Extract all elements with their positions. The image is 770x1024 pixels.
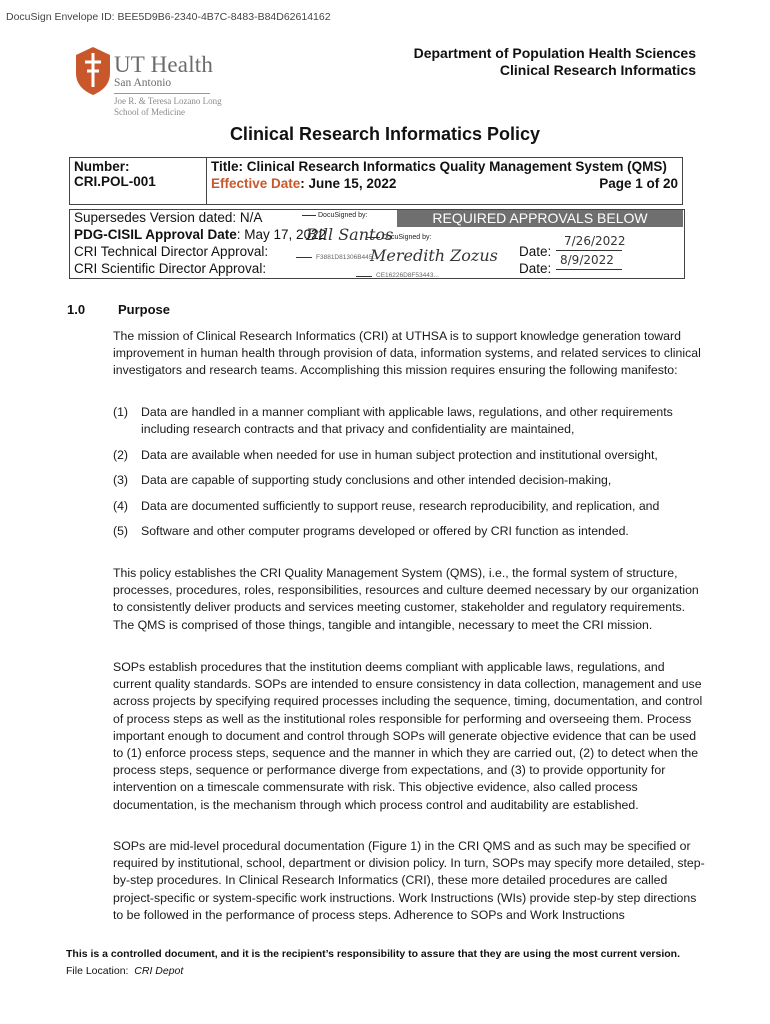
list-number: (3)	[113, 473, 129, 488]
pdg-approval-value: : May 17, 2022	[236, 227, 327, 242]
signature-bracket	[356, 276, 372, 277]
list-text: Data are handled in a manner compliant with applicable laws, regulations, and other requirements including research contracts and that privacy and confidentiality are maintained,	[141, 405, 673, 437]
department-heading	[414, 45, 696, 79]
logo-school: Joe R. & Teresa Lozano Long School of Medicine	[114, 96, 222, 117]
docusigned-by-label: DocuSigned by:	[318, 212, 368, 219]
technical-director-label: CRI Technical Director Approval:	[74, 244, 269, 259]
signature-scientific[interactable]: Meredith Zozus	[370, 246, 498, 265]
list-item	[113, 472, 705, 489]
list-number: (4)	[113, 498, 129, 513]
policy-header-table	[69, 157, 683, 205]
logo-brand: UT Health	[114, 52, 214, 77]
docusigned-by-label: DocuSigned by:	[382, 234, 432, 241]
file-location-value: CRI Depot	[134, 965, 184, 977]
pdg-approval-label: PDG-CISIL Approval Date	[74, 227, 237, 242]
section-number: 1.0	[67, 302, 86, 317]
date-label-scientific: Date:	[519, 261, 552, 276]
required-approvals-banner: REQUIRED APPROVALS BELOW	[397, 210, 683, 227]
list-item	[113, 404, 705, 438]
date-underline	[556, 250, 622, 251]
signature-date-technical: 7/26/2022	[564, 234, 626, 248]
list-item	[113, 498, 705, 515]
policy-title-cell	[207, 158, 683, 205]
supersedes-text: Supersedes Version dated: N/A	[74, 210, 263, 225]
docusign-envelope-id: DocuSign Envelope ID: BEE5D9B6-2340-4B7C-8483-B84D62614162	[6, 11, 331, 23]
file-location	[66, 965, 183, 977]
manifesto-list	[113, 404, 705, 549]
list-text: Data are capable of supporting study conclusions and other intended decision-making,	[141, 473, 612, 488]
list-text: Software and other computer programs developed or offered by CRI function as intended.	[141, 524, 629, 539]
signer-id-scientific: CE16226D8F53443...	[376, 272, 439, 279]
signer-id-technical: F3881D81306B445...	[316, 254, 378, 261]
list-text: Data are available when needed for use in human subject protection and institutional oversight,	[141, 447, 658, 462]
shield-icon	[76, 47, 110, 95]
logo-subtitle: San Antonio	[114, 77, 172, 89]
signature-bracket	[296, 257, 312, 258]
sop-levels-paragraph: SOPs are mid-level procedural documentation (Figure 1) in the CRI QMS and as such may be specified or required by institutional, school, department or division policy. In turn, SOPs may specify more detailed, step-by-step procedures. In Clinical Research Informatics (CRI), these more detailed procedures are called project-specific or system-specific work instructions. Work Instructions (WIs) provide step-by step directions to be followed in the performance of process steps. Adherence to SOPs and Work Instructions	[113, 839, 705, 922]
qms-paragraph: This policy establishes the CRI Quality Management System (QMS), i.e., the formal system of structure, processes, procedures, roles, responsibilities, resources and culture deemed necessary by our organization to consistently deliver products and services meeting customer, stakeholder and regulatory requirements. The QMS is comprised of those things, tangible and intangible, necessary to meet the CRI mission.	[113, 566, 699, 632]
file-location-label: File Location:	[66, 965, 129, 977]
signature-bracket	[366, 237, 380, 238]
policy-number-cell	[70, 158, 207, 205]
page-number: Page 1 of 20	[599, 176, 678, 191]
logo-divider	[114, 93, 210, 94]
policy-number-label: Number:	[74, 159, 130, 174]
list-number: (5)	[113, 524, 129, 539]
effective-date-label: Effective Date	[211, 176, 301, 191]
list-number: (2)	[113, 447, 129, 462]
date-label-technical: Date:	[519, 244, 552, 259]
effective-date-value: : June 15, 2022	[300, 176, 397, 191]
controlled-document-note: This is a controlled document, and it is the recipient’s responsibility to assure that they are using the most current version.	[66, 948, 680, 960]
list-number: (1)	[113, 405, 129, 419]
policy-title-text: Title: Clinical Research Informatics Quality Management System (QMS)	[211, 159, 667, 174]
list-item	[113, 523, 705, 540]
date-underline	[556, 269, 622, 270]
list-text: Data are documented sufficiently to support reuse, research reproducibility, and replication, and	[141, 498, 660, 513]
signature-date-scientific: 8/9/2022	[560, 253, 614, 267]
policy-number-value: CRI.POL-001	[74, 174, 156, 189]
department-name: Department of Population Health Sciences	[413, 45, 696, 61]
policy-title: Clinical Research Informatics Policy	[229, 124, 541, 144]
approvals-block	[69, 209, 685, 279]
scientific-director-label: CRI Scientific Director Approval:	[74, 261, 267, 276]
list-item	[113, 447, 705, 464]
ut-health-logo	[74, 44, 224, 119]
purpose-intro: The mission of Clinical Research Informatics (CRI) at UTHSA is to support knowledge generation toward improvement in human health through provision of data, information systems, and related services to clinical investigators and research teams. Accomplishing this mission requires ensuring the following manifesto:	[113, 329, 701, 378]
signature-technical[interactable]: Bill Santos	[306, 225, 394, 244]
section-title: Purpose	[118, 302, 171, 317]
pdg-approval	[74, 227, 326, 242]
division-name: Clinical Research Informatics	[499, 62, 696, 78]
signature-bracket	[302, 215, 316, 216]
sop-paragraph: SOPs establish procedures that the institution deems compliant with applicable laws, regulations, and current quality standards. SOPs are intended to ensure consistency in data collection, management and use across projects by specifying required processes including the sequence, timing, documentation, and control of process steps as well as the institutional roles responsible for performing and overseeing them. Process important enough to document and control through SOPs will generate objective evidence that can be used to (1) enforce process steps, sequence and the manner in which they are carried out, (2) to detect when the process steps, sequence or performance diverge from expectations, and (3) to provide opportunity for intervention on a timescale commensurate with risk. This objective evidence, also called process documentation, is the mechanism through which process control and auditability are established.	[113, 660, 703, 812]
